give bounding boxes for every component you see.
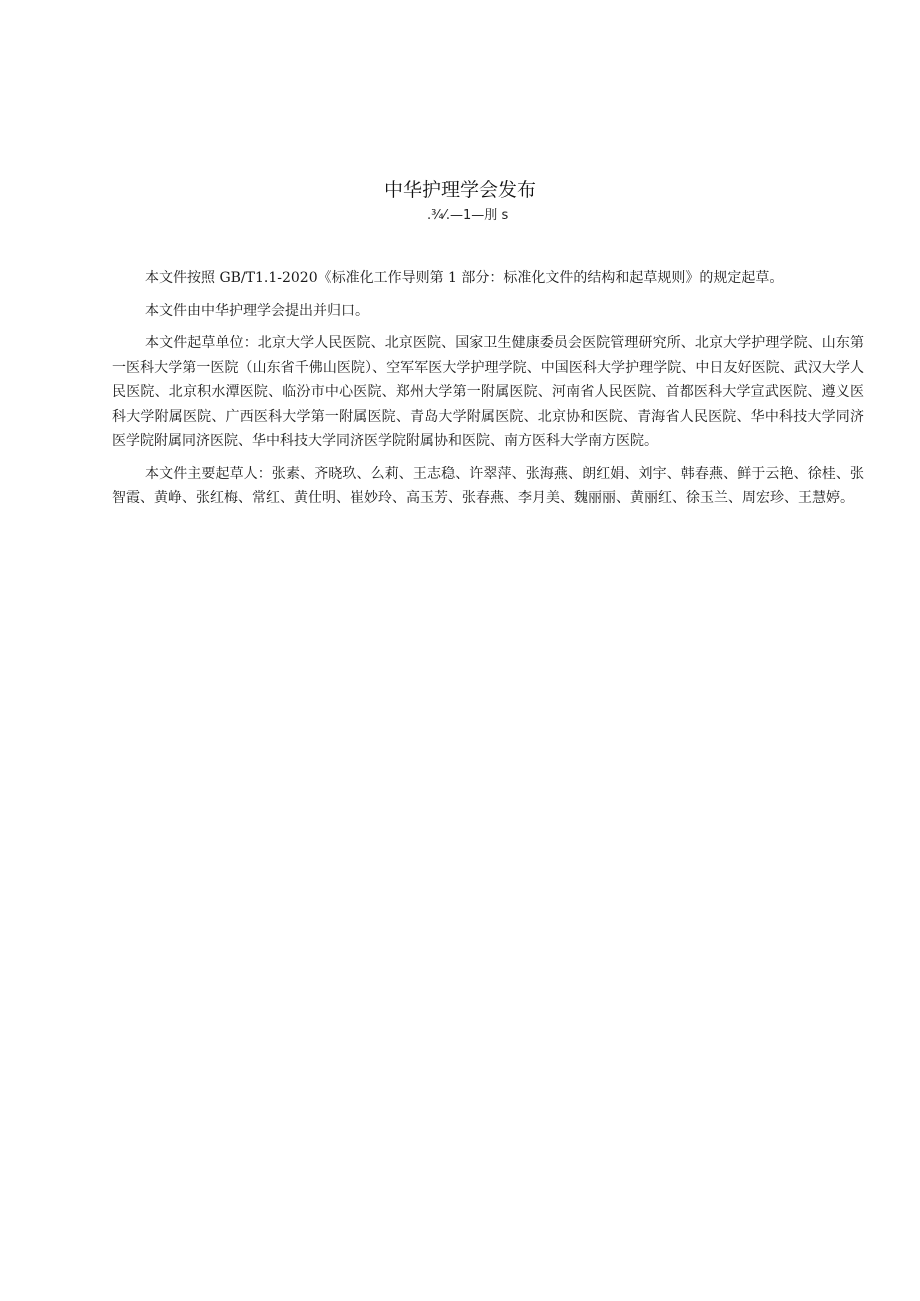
drafting-units-paragraph: 本文件起草单位：北京大学人民医院、北京医院、国家卫生健康委员会医院管理研究所、北京大学护理学院、山东第一医科大学第一医院（山东省千佛山医院）、空军军医大学护理学院、中国医科大学护理学院、中日友好医院、武汉大学人民医院、北京积水潭医院、临汾市中心医院、郑州大学第一附属医院、河南省人民医院、首都医科大学宣武医院、遵义医科大学附属医院、广西医科大学第一附属医院、青岛大学附属医院、北京协和医院、青海省人民医院、华中科技大学同济医学院附属同济医院、华中科技大学同济医学院附属协和医院、南方医科大学南方医院。 — [112, 335, 864, 449]
standard-reference-paragraph: 本文件按照 GB/T1.1-2020《标准化工作导则第 1 部分：标准化文件的结构和起草规则》的规定起草。 — [145, 270, 784, 286]
drafters-paragraph: 本文件主要起草人：张素、齐晓玖、么莉、王志稳、许翠萍、张海燕、朗红娟、刘宇、韩春燕、鲜于云艳、徐桂、张智霞、黄峥、张红梅、常红、黄仕明、崔妙玲、高玉芳、张春燕、李月美、魏丽丽、黄丽红、徐玉兰、周宏珍、王慧婷。 — [112, 465, 864, 506]
foreword-body — [112, 266, 864, 519]
publisher-title: 中华护理学会发布 — [383, 179, 536, 201]
garbled-subtitle: .¾⁄.—1—刖 s — [427, 208, 509, 223]
proposer-paragraph: 本文件由中华护理学会提出并归口。 — [145, 302, 369, 319]
